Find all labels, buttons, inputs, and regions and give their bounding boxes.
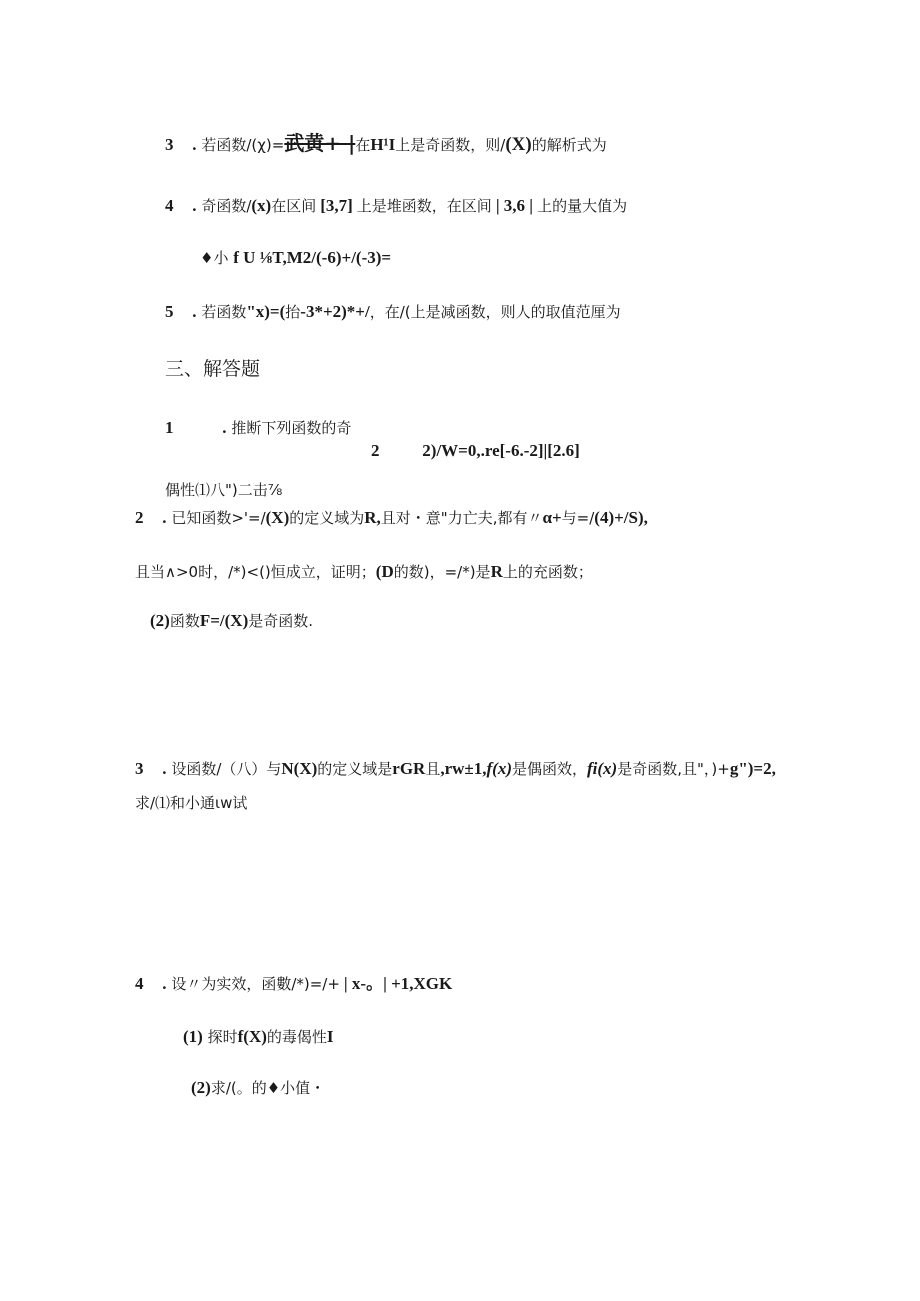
question-text: 函数	[169, 612, 200, 630]
question-text: 且	[425, 760, 441, 778]
question-text: 的定义域是	[317, 760, 393, 778]
question-number: 1	[165, 418, 174, 437]
question-text: 求/⑴和小通ιw试	[135, 794, 248, 812]
answer-question-2-line-3	[150, 611, 313, 631]
question-text: 偶性⑴八")二击⅞	[165, 481, 283, 499]
question-text: 奇函数/	[201, 197, 252, 215]
question-text: 上是堆函数，在区间	[356, 197, 492, 215]
question-text: 设函数/（八）与	[171, 760, 282, 778]
question-text: ，在/(上是减函数，则人的取值范厘为	[369, 303, 621, 321]
section-heading: 三、解答题	[165, 358, 261, 380]
question-number: 3	[165, 135, 174, 154]
question-text: 的毒偈性	[266, 1028, 327, 1046]
question-text: 在	[355, 136, 371, 154]
question-text: 上的充函数；	[502, 563, 593, 581]
answer-question-4	[135, 974, 452, 994]
answer-question-4-subpart-2	[191, 1078, 325, 1098]
math-expression: f U ⅛T,M2/(-6)+/(-3)=	[233, 248, 392, 267]
question-number: 5	[165, 302, 174, 321]
math-expression: fi(x)	[587, 759, 618, 778]
question-text: 若函数	[201, 303, 247, 321]
question-text: 抬	[285, 303, 301, 321]
question-text: 上是奇函数，则/	[395, 136, 506, 154]
question-text: 推断下列函数的奇	[231, 419, 352, 437]
math-expression: I	[326, 1027, 334, 1046]
question-dot: .	[192, 302, 197, 321]
question-text: 已知函数>'=/	[171, 509, 266, 527]
question-dot: .	[222, 418, 227, 437]
question-dot: .	[162, 508, 167, 527]
math-expression: N(X)	[281, 759, 318, 778]
answer-question-1	[165, 418, 351, 438]
math-expression: (x)	[251, 196, 272, 215]
math-expression: α+	[542, 508, 562, 527]
math-expression: g")=2,	[729, 759, 776, 778]
question-text: 是奇函数.	[248, 612, 314, 630]
math-expression: (X)	[265, 508, 290, 527]
question-text: 与=/	[561, 509, 595, 527]
question-dot: .	[162, 759, 167, 778]
question-text: ♦小	[200, 249, 229, 267]
question-text: 且当∧>0时，/*)<()恒成立，证明；	[135, 563, 376, 581]
math-expression: "x)=(	[246, 302, 286, 321]
question-text: 的解析式为	[531, 136, 607, 154]
fill-in-question-4-continued	[200, 248, 391, 268]
math-expression: | 3,6 |	[495, 196, 534, 215]
answer-question-1-continued	[165, 480, 282, 500]
math-expression: R	[490, 562, 503, 581]
answer-question-3	[135, 759, 776, 779]
math-expression: F=/(X)	[199, 611, 249, 630]
math-expression: -3*+2)*+/	[300, 302, 370, 321]
question-text: 上的量大值为	[537, 197, 628, 215]
question-text: 的数)，=/*)是	[393, 563, 491, 581]
question-dot: .	[192, 196, 197, 215]
math-expression: (D	[375, 562, 394, 581]
math-expression: f(x)	[486, 759, 512, 778]
question-number: 4	[135, 974, 144, 993]
question-text: 且对・意"力亡夫,都有〃	[380, 509, 543, 527]
math-expression: (X)	[505, 134, 532, 155]
math-expression: R,	[364, 508, 381, 527]
question-text: 是奇函数,且"，)+	[617, 760, 730, 778]
question-dot: .	[192, 135, 197, 154]
fill-in-question-5	[165, 302, 621, 322]
question-dot: .	[162, 974, 167, 993]
answer-question-1-subpart	[371, 441, 580, 461]
math-expression: [3,7]	[320, 196, 353, 215]
struck-expression: 武黄+ |	[284, 131, 356, 155]
answer-question-2-line-2	[135, 562, 593, 582]
question-text: 设〃为实效，函數/*)=/+	[171, 975, 340, 993]
subpart-number: (1)	[183, 1027, 203, 1046]
question-text: 求/(。的♦小值・	[210, 1079, 326, 1097]
question-text: 的定义域为	[289, 509, 365, 527]
math-expression: f(X)	[237, 1027, 267, 1046]
math-expression: (4)+/S),	[594, 508, 648, 527]
question-number: 2	[135, 508, 144, 527]
question-text: 探时	[207, 1028, 238, 1046]
answer-question-4-subpart-1	[183, 1027, 334, 1047]
fill-in-question-3	[165, 133, 607, 155]
subpart-number: (2)	[191, 1078, 211, 1097]
question-text: 在区间	[271, 197, 317, 215]
math-expression: 2)/W=0,.re[-6.-2]|[2.6]	[422, 441, 580, 460]
question-number: 3	[135, 759, 144, 778]
answer-question-3-line-2	[135, 793, 247, 813]
question-text: 是偶函效，	[511, 760, 587, 778]
question-text: 若函数/(χ)=	[201, 136, 285, 154]
math-expression: ,rw±1,	[440, 759, 487, 778]
math-expression: rGR	[392, 759, 426, 778]
fill-in-question-4	[165, 196, 627, 216]
math-expression: | x-。| +1,XGK	[343, 974, 453, 993]
answer-question-2	[135, 508, 648, 528]
subpart-number: (2)	[150, 611, 170, 630]
math-expression: H¹I	[370, 135, 396, 154]
subpart-number: 2	[371, 441, 380, 460]
question-number: 4	[165, 196, 174, 215]
